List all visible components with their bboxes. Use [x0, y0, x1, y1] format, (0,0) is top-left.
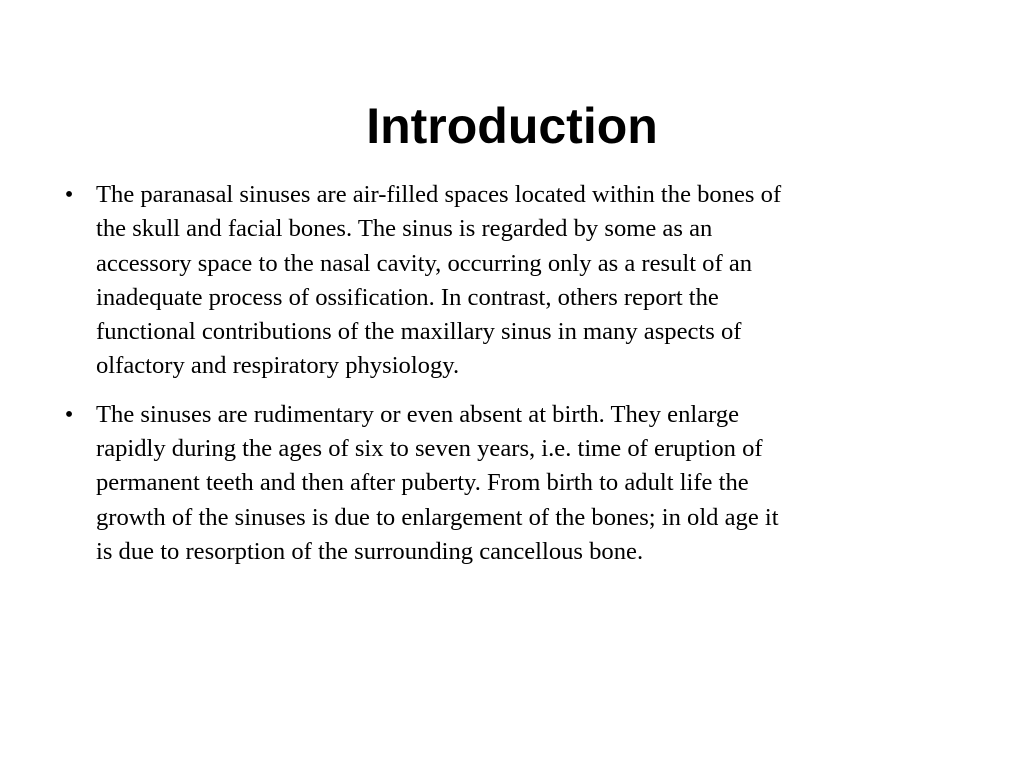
slide-title: Introduction: [366, 97, 658, 154]
bullet-1-line-4: inadequate process of ossification. In contrast, others report the: [96, 283, 719, 311]
bullet-icon: •: [64, 181, 74, 208]
bullet-2-line-3: permanent teeth and then after puberty. From birth to adult life the: [96, 469, 749, 497]
bullet-item-2: [60, 398, 965, 569]
bullet-2-line-2: rapidly during the ages of six to seven years, i.e. time of eruption of: [96, 435, 763, 463]
bullet-1-line-6: olfactory and respiratory physiology.: [96, 352, 460, 380]
bullet-list: [60, 178, 965, 583]
bullet-1-line-5: functional contributions of the maxillary sinus in many aspects of: [96, 318, 742, 346]
bullet-icon: •: [64, 400, 74, 428]
bullet-2-line-1: The sinuses are rudimentary or even absent at birth. They enlarge: [96, 400, 740, 428]
bullet-2-line-5: is due to resorption of the surrounding cancellous bone.: [96, 537, 644, 565]
bullet-1-line-2: the skull and facial bones. The sinus is regarded by some as an: [96, 215, 713, 243]
bullet-1-line-3: accessory space to the nasal cavity, occurring only as a result of an: [96, 249, 753, 277]
bullet-2-line-4: growth of the sinuses is due to enlargement of the bones; in old age it: [96, 503, 779, 531]
bullet-item-1: [60, 178, 965, 384]
bullet-1-line-1: The paranasal sinuses are air-filled spaces located within the bones of: [96, 181, 782, 208]
